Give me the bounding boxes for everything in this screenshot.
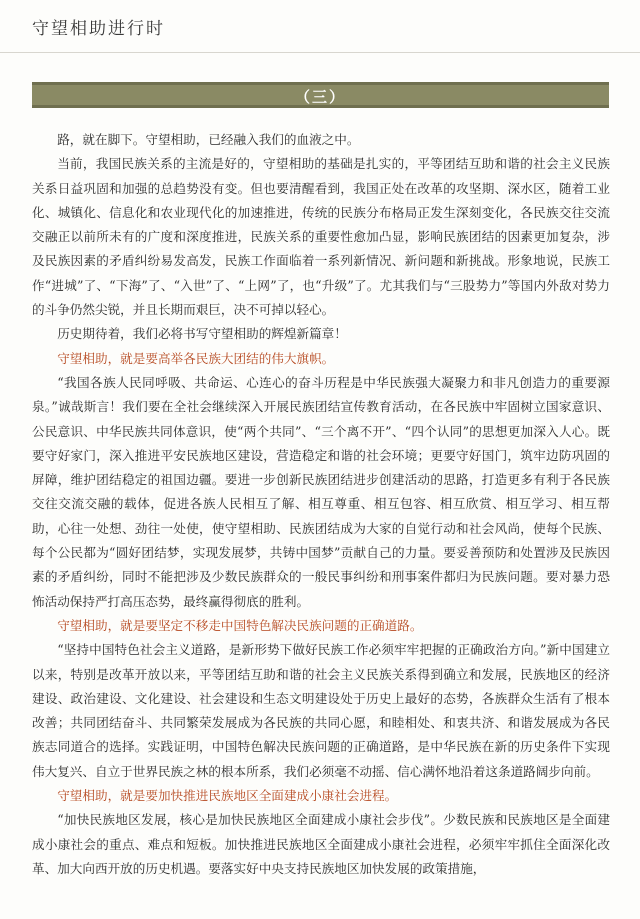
paragraph: 当前，我国民族关系的主流是好的，守望相助的基础是扎实的，平等团结互助和谐的社会主义民族关系日益巩固和加强的总趋势没有变。但也要清醒看到，我国正处在改革的攻坚期、深水区，随着工业化、城镇化、信息化和农业现代化的加速推进，传统的民族分布格局正发生深刻变化，各民族交往交流交融正以前所未有的广度和深度推进，民族关系的重要性愈加凸显，影响民族团结的因素更加复杂，涉及民族因素的矛盾纠纷易发高发，民族工作面临着一系列新情况、新问题和新挑战。形象地说，民族工作“进城”了、“下海”了、“入世”了、“上网”了，也“升级”了。尤其我们与“三股势力”等国内外敌对势力的斗争仍然尖锐，并且长期而艰巨，决不可掉以轻心。 <box>32 156 610 318</box>
section-heading: 守望相助，就是要高举各民族大团结的伟大旗帜。 <box>57 350 335 366</box>
paragraph: “我国各族人民同呼吸、共命运、心连心的奋斗历程是中华民族强大凝聚力和非凡创造力的重要源泉。”诚哉斯言！我们要在全社会继续深入开展民族团结宣传教育活动，在各民族中牢固树立国家意识、公民意识、中华民族共同体意识，使“两个共同”、“三个离不开”、“四个认同”的思想更加深入人心。既要守好家门，深入推进平安民族地区建设，营造稳定和谐的社会环境；更要守好国门，筑牢边防巩固的屏障，维护团结稳定的祖国边疆。要进一步创新民族团结进步创建活动的思路，打造更多有利于各民族交往交流交融的载体，促进各族人民相互了解、相互尊重、相互包容、相互欣赏、相互学习、相互帮助，心往一处想、劲往一处使，使守望相助、民族团结成为大家的自觉行动和社会风尚，使每个民族、每个公民都为“圆好团结梦，实现发展梦，共铸中国梦”贡献自己的力量。要妥善预防和处置涉及民族因素的矛盾纠纷，同时不能把涉及少数民族群众的一般民事纠纷和刑事案件都归为民族问题。要对暴力恐怖活动保持严打高压态势，最终赢得彻底的胜利。 <box>32 374 610 609</box>
section-banner <box>32 82 609 108</box>
section-label: （三） <box>294 88 346 106</box>
paragraph: 历史期待着，我们必将书写守望相助的辉煌新篇章！ <box>57 326 347 342</box>
header-divider <box>0 52 640 53</box>
page-header-title: 守望相助进行时 <box>32 19 165 39</box>
paragraph: “加快民族地区发展，核心是加快民族地区全面建成小康社会步伐”。少数民族和民族地区是全面建成小康社会的重点、难点和短板。加快推进民族地区全面建成小康社会进程，必须牢牢抓住全面深化改革、加大向西开放的历史机遇。要落实好中央支持民族地区加快发展的政策措施， <box>32 812 610 876</box>
article-body <box>32 128 610 881</box>
paragraph: “坚持中国特色社会主义道路，是新形势下做好民族工作必须牢牢把握的正确政治方向。”新中国建立以来，特别是改革开放以来，平等团结互助和谐的社会主义民族关系得到确立和发展，民族地区的经济建设、政治建设、文化建设、社会建设和生态文明建设处于历史上最好的态势，各族群众生活有了根本改善；共同团结奋斗、共同繁荣发展成为各民族的共同心愿，和睦相处、和衷共济、和谐发展成为各民族志同道合的选择。实践证明，中国特色解决民族问题的正确道路，是中华民族在新的历史条件下实现伟大复兴、自立于世界民族之林的根本所系，我们必须毫不动摇、信心满怀地沿着这条道路阔步向前。 <box>32 642 610 779</box>
section-heading: 守望相助，就是要坚定不移走中国特色解决民族问题的正确道路。 <box>57 617 423 633</box>
section-heading: 守望相助，就是要加快推进民族地区全面建成小康社会进程。 <box>57 788 398 804</box>
paragraph: 路，就在脚下。守望相助，已经融入我们的血液之中。 <box>57 132 360 147</box>
